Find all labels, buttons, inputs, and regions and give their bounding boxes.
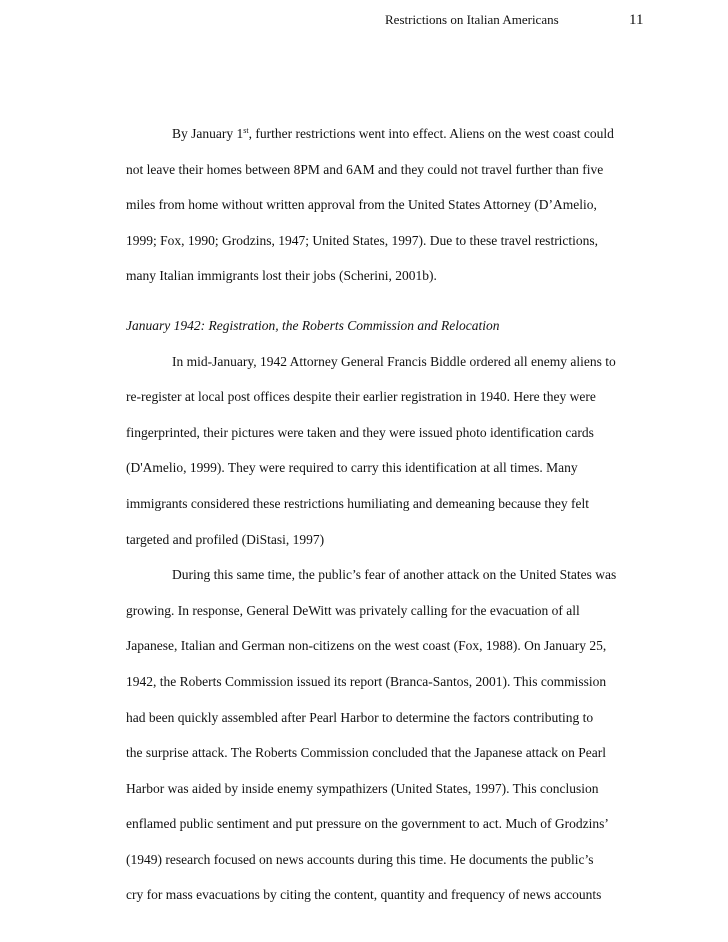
paragraph-3-line: enflamed public sentiment and put pressure on the government to act. Much of Grodzins’ — [126, 816, 609, 832]
paragraph-1-line: miles from home without written approval from the United States Attorney (D’Amelio, — [126, 197, 597, 213]
ordinal-superscript: st — [243, 126, 249, 135]
paragraph-3-line: had been quickly assembled after Pearl Harbor to determine the factors contributing to — [126, 709, 594, 725]
paragraph-3-line: During this same time, the public’s fear of another attack on the United States was — [172, 567, 617, 583]
paragraph-3-line: Japanese, Italian and German non-citizens on the west coast (Fox, 1988). On January 25, — [126, 638, 607, 654]
paragraph-3-line: (1949) research focused on news accounts during this time. He documents the public’s — [126, 851, 594, 867]
paragraph-2-line: targeted and profiled (DiStasi, 1997) — [126, 531, 325, 547]
paragraph-2-line: fingerprinted, their pictures were taken and they were issued photo identification cards — [126, 424, 594, 440]
paragraph-1-line: 1999; Fox, 1990; Grodzins, 1947; United States, 1997). Due to these travel restrictions, — [126, 232, 599, 248]
paragraph-3-line: Harbor was aided by inside enemy sympathizers (United States, 1997). This conclusion — [126, 780, 599, 796]
paragraph-3-line: the surprise attack. The Roberts Commission concluded that the Japanese attack on Pearl — [126, 745, 606, 761]
page-number: 11 — [629, 12, 644, 28]
paragraph-2-line: (D'Amelio, 1999). They were required to carry this identification at all times. Many — [126, 460, 578, 476]
paragraph-3-line: growing. In response, General DeWitt was privately calling for the evacuation of all — [126, 602, 580, 618]
document-body — [126, 124, 658, 921]
running-head: Restrictions on Italian Americans — [385, 12, 559, 27]
paragraph-3-line: 1942, the Roberts Commission issued its report (Branca-Santos, 2001). This commission — [126, 673, 607, 689]
paragraph-2-line: re-register at local post offices despite their earlier registration in 1940. Here they were — [126, 389, 596, 405]
paragraph-1-line: not leave their homes between 8PM and 6AM and they could not travel further than five — [126, 161, 604, 177]
text-run: By January 1 — [172, 126, 244, 141]
text-run: , further restrictions went into effect. Aliens on the west coast could — [248, 126, 614, 141]
paragraph-2-line: immigrants considered these restrictions humiliating and demeaning because they felt — [126, 495, 589, 511]
paragraph-2-line: In mid-January, 1942 Attorney General Francis Biddle ordered all enemy aliens to — [172, 353, 616, 369]
paragraph-1-line: many Italian immigrants lost their jobs (Scherini, 2001b). — [126, 268, 437, 284]
paragraph-1-line-1 — [126, 124, 658, 160]
section-heading: January 1942: Registration, the Roberts Commission and Relocation — [126, 317, 500, 333]
paragraph-3-line: cry for mass evacuations by citing the content, quantity and frequency of news accounts — [126, 887, 602, 903]
